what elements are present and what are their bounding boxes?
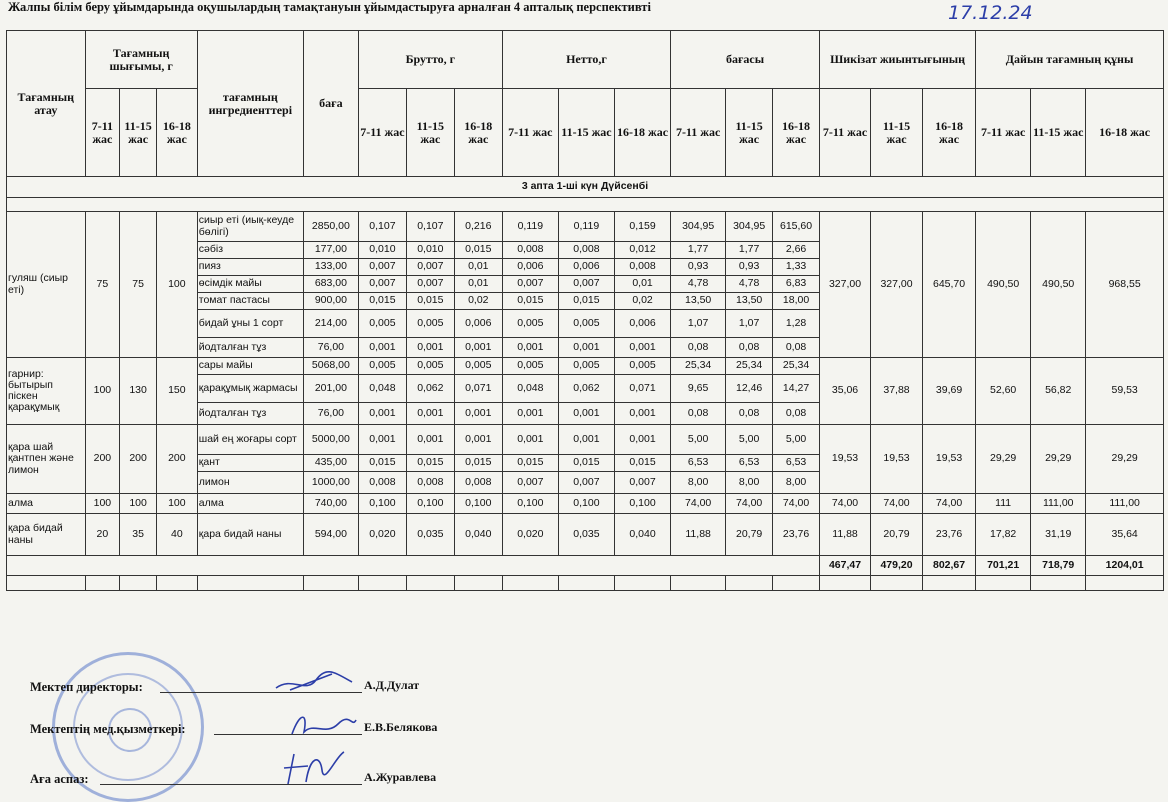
cost-cell: 5,00 (773, 425, 820, 455)
cost-cell: 74,00 (671, 494, 726, 514)
brutto-cell: 0,001 (454, 338, 502, 358)
empty-cell (358, 576, 406, 591)
cost-cell: 25,34 (671, 358, 726, 375)
header-ingredient: тағамның ингредиенттері (197, 31, 303, 177)
brutto-cell: 0,015 (406, 455, 454, 472)
signature-label: Аға аспаз: (30, 772, 89, 786)
header-age-col: 7-11 жас (85, 89, 120, 177)
ingredient-name: қарақұмық жармасы (197, 375, 303, 403)
portion-cell: 75 (120, 212, 157, 358)
signature-label: Мектептің мед.қызметкері: (30, 722, 186, 736)
portion-cell: 150 (156, 358, 197, 425)
cost-cell: 0,08 (671, 338, 726, 358)
netto-cell: 0,119 (502, 212, 558, 242)
cost-cell: 0,93 (671, 259, 726, 276)
ingredient-name: пияз (197, 259, 303, 276)
brutto-cell: 0,100 (358, 494, 406, 514)
netto-cell: 0,100 (614, 494, 670, 514)
page-title: Жалпы білім беру ұйымдарында оқушылардың тамақтануын ұйымдастыруға арналған 4 апталық перспективті (8, 0, 651, 14)
cost-cell: 0,93 (726, 259, 773, 276)
empty-cell (85, 576, 120, 591)
brutto-cell: 0,001 (406, 403, 454, 425)
cost-cell: 615,60 (773, 212, 820, 242)
ready-value-cell: 111,00 (1086, 494, 1164, 514)
header-age-col: 7-11 жас (358, 89, 406, 177)
ready-value-cell: 490,50 (976, 212, 1031, 358)
header-dish-name: Тағамның атау (7, 31, 86, 177)
header-age-col: 7-11 жас (671, 89, 726, 177)
brutto-cell: 0,015 (358, 455, 406, 472)
empty-cell (197, 576, 303, 591)
cost-cell: 0,08 (726, 403, 773, 425)
netto-cell: 0,159 (614, 212, 670, 242)
portion-cell: 35 (120, 514, 157, 556)
empty-cell (454, 576, 502, 591)
brutto-cell: 0,005 (406, 358, 454, 375)
ready-value-cell: 29,29 (976, 425, 1031, 494)
header-age-col: 16-18 жас (156, 89, 197, 177)
brutto-cell: 0,008 (406, 472, 454, 494)
age-header-row (7, 89, 1164, 177)
header-portion: Тағамның шығымы, г (85, 31, 197, 89)
dish-name: қара шай қантпен және лимон (7, 425, 86, 494)
table-header (7, 31, 1164, 177)
cost-cell: 8,00 (671, 472, 726, 494)
ready-value-cell: 490,50 (1031, 212, 1086, 358)
raw-total-cell: 23,76 (923, 514, 976, 556)
cost-cell: 11,88 (671, 514, 726, 556)
netto-cell: 0,015 (502, 293, 558, 310)
raw-total-cell: 74,00 (871, 494, 923, 514)
dish-name: алма (7, 494, 86, 514)
price-cell: 201,00 (303, 375, 358, 403)
handwritten-date: 17.12.24 (948, 2, 1033, 24)
cost-cell: 1,28 (773, 310, 820, 338)
netto-cell: 0,100 (558, 494, 614, 514)
header-age-col: 11-15 жас (1031, 89, 1086, 177)
cost-cell: 304,95 (671, 212, 726, 242)
empty-cell (120, 576, 157, 591)
cost-cell: 13,50 (726, 293, 773, 310)
totals-row (7, 556, 1164, 576)
header-age-col: 7-11 жас (820, 89, 871, 177)
table-row (7, 425, 1164, 455)
brutto-cell: 0,007 (406, 259, 454, 276)
ingredient-name: сиыр еті (иық-кеуде бөлігі) (197, 212, 303, 242)
header-raw-total: Шикізат жиынтығының (820, 31, 976, 89)
empty-cell (671, 576, 726, 591)
ready-value-cell: 35,64 (1086, 514, 1164, 556)
raw-total-cell: 37,88 (871, 358, 923, 425)
header-price: баға (303, 31, 358, 177)
spacer-row (7, 198, 1164, 212)
brutto-cell: 0,001 (454, 425, 502, 455)
brutto-cell: 0,005 (358, 310, 406, 338)
netto-cell: 0,01 (614, 276, 670, 293)
header-age-col: 11-15 жас (120, 89, 157, 177)
total-raw-cell: 479,20 (871, 556, 923, 576)
price-cell: 5068,00 (303, 358, 358, 375)
netto-cell: 0,100 (502, 494, 558, 514)
total-ready-cell: 718,79 (1031, 556, 1086, 576)
header-netto: Нетто,г (502, 31, 670, 89)
ready-value-cell: 29,29 (1086, 425, 1164, 494)
ready-value-cell: 17,82 (976, 514, 1031, 556)
signature-scrawl-chef (280, 748, 350, 788)
portion-cell: 100 (156, 494, 197, 514)
netto-cell: 0,071 (614, 375, 670, 403)
cost-cell: 0,08 (726, 338, 773, 358)
netto-cell: 0,008 (614, 259, 670, 276)
brutto-cell: 0,015 (406, 293, 454, 310)
netto-cell: 0,006 (502, 259, 558, 276)
empty-row (7, 576, 1164, 591)
netto-cell: 0,007 (614, 472, 670, 494)
brutto-cell: 0,007 (358, 276, 406, 293)
netto-cell: 0,005 (614, 358, 670, 375)
ready-value-cell: 56,82 (1031, 358, 1086, 425)
netto-cell: 0,040 (614, 514, 670, 556)
raw-total-cell: 645,70 (923, 212, 976, 358)
brutto-cell: 0,007 (358, 259, 406, 276)
cost-cell: 6,83 (773, 276, 820, 293)
cost-cell: 1,33 (773, 259, 820, 276)
brutto-cell: 0,015 (454, 455, 502, 472)
portion-cell: 130 (120, 358, 157, 425)
signature-scrawl-medic (286, 708, 360, 740)
brutto-cell: 0,010 (406, 242, 454, 259)
ready-value-cell: 59,53 (1086, 358, 1164, 425)
brutto-cell: 0,001 (406, 338, 454, 358)
cost-cell: 12,46 (726, 375, 773, 403)
empty-cell (1086, 576, 1164, 591)
price-cell: 214,00 (303, 310, 358, 338)
header-age-col: 11-15 жас (726, 89, 773, 177)
ingredient-name: қара бидай наны (197, 514, 303, 556)
cost-cell: 5,00 (726, 425, 773, 455)
raw-total-cell: 327,00 (871, 212, 923, 358)
cost-cell: 13,50 (671, 293, 726, 310)
netto-cell: 0,001 (614, 425, 670, 455)
header-age-col: 16-18 жас (1086, 89, 1164, 177)
raw-total-cell: 20,79 (871, 514, 923, 556)
cost-cell: 304,95 (726, 212, 773, 242)
brutto-cell: 0,001 (358, 403, 406, 425)
cost-cell: 0,08 (671, 403, 726, 425)
empty-cell (406, 576, 454, 591)
empty-cell (156, 576, 197, 591)
price-cell: 133,00 (303, 259, 358, 276)
cost-cell: 4,78 (671, 276, 726, 293)
menu-table (6, 30, 1164, 591)
ready-value-cell: 31,19 (1031, 514, 1086, 556)
netto-cell: 0,005 (502, 358, 558, 375)
total-raw-cell: 467,47 (820, 556, 871, 576)
empty-cell (558, 576, 614, 591)
brutto-cell: 0,010 (358, 242, 406, 259)
brutto-cell: 0,01 (454, 259, 502, 276)
header-brutto: Брутто, г (358, 31, 502, 89)
raw-total-cell: 11,88 (820, 514, 871, 556)
cost-cell: 1,07 (726, 310, 773, 338)
raw-total-cell: 74,00 (923, 494, 976, 514)
netto-cell: 0,006 (614, 310, 670, 338)
netto-cell: 0,001 (558, 425, 614, 455)
netto-cell: 0,007 (558, 472, 614, 494)
table-row (7, 212, 1164, 242)
cost-cell: 5,00 (671, 425, 726, 455)
brutto-cell: 0,107 (358, 212, 406, 242)
header-age-col: 7-11 жас (502, 89, 558, 177)
ready-value-cell: 111 (976, 494, 1031, 514)
ingredient-name: сәбіз (197, 242, 303, 259)
header-cost: бағасы (671, 31, 820, 89)
cost-cell: 6,53 (671, 455, 726, 472)
ready-value-cell: 111,00 (1031, 494, 1086, 514)
brutto-cell: 0,015 (358, 293, 406, 310)
header-age-col: 11-15 жас (406, 89, 454, 177)
price-cell: 76,00 (303, 338, 358, 358)
cost-cell: 6,53 (726, 455, 773, 472)
brutto-cell: 0,005 (454, 358, 502, 375)
netto-cell: 0,001 (558, 403, 614, 425)
empty-cell (773, 576, 820, 591)
table-row (7, 494, 1164, 514)
portion-cell: 100 (156, 212, 197, 358)
ingredient-name: алма (197, 494, 303, 514)
netto-cell: 0,015 (614, 455, 670, 472)
brutto-cell: 0,020 (358, 514, 406, 556)
netto-cell: 0,015 (502, 455, 558, 472)
netto-cell: 0,015 (558, 455, 614, 472)
table-body (7, 177, 1164, 591)
netto-cell: 0,001 (502, 338, 558, 358)
dish-name: қара бидай наны (7, 514, 86, 556)
netto-cell: 0,005 (558, 310, 614, 338)
netto-cell: 0,119 (558, 212, 614, 242)
netto-cell: 0,001 (614, 338, 670, 358)
price-cell: 76,00 (303, 403, 358, 425)
portion-cell: 20 (85, 514, 120, 556)
brutto-cell: 0,005 (358, 358, 406, 375)
cost-cell: 74,00 (726, 494, 773, 514)
ready-value-cell: 52,60 (976, 358, 1031, 425)
ingredient-name: бидай ұны 1 сорт (197, 310, 303, 338)
ingredient-name: йодталған тұз (197, 403, 303, 425)
portion-cell: 100 (120, 494, 157, 514)
price-cell: 683,00 (303, 276, 358, 293)
brutto-cell: 0,040 (454, 514, 502, 556)
empty-cell (502, 576, 558, 591)
brutto-cell: 0,005 (406, 310, 454, 338)
empty-cell (303, 576, 358, 591)
signature-name: А.Д.Дулат (364, 678, 420, 692)
empty-cell (614, 576, 670, 591)
raw-total-cell: 19,53 (871, 425, 923, 494)
price-cell: 900,00 (303, 293, 358, 310)
cost-cell: 8,00 (773, 472, 820, 494)
raw-total-cell: 74,00 (820, 494, 871, 514)
brutto-cell: 0,100 (454, 494, 502, 514)
netto-cell: 0,001 (502, 403, 558, 425)
portion-cell: 100 (85, 494, 120, 514)
brutto-cell: 0,100 (406, 494, 454, 514)
cost-cell: 2,66 (773, 242, 820, 259)
portion-cell: 200 (85, 425, 120, 494)
ingredient-name: қант (197, 455, 303, 472)
brutto-cell: 0,062 (406, 375, 454, 403)
empty-cell (820, 576, 871, 591)
ingredient-name: лимон (197, 472, 303, 494)
cost-cell: 1,77 (671, 242, 726, 259)
empty-cell (923, 576, 976, 591)
netto-cell: 0,001 (502, 425, 558, 455)
netto-cell: 0,008 (558, 242, 614, 259)
cost-cell: 0,08 (773, 403, 820, 425)
header-age-col: 16-18 жас (614, 89, 670, 177)
cost-cell: 23,76 (773, 514, 820, 556)
signature-scrawl-director (272, 668, 356, 698)
brutto-cell: 0,006 (454, 310, 502, 338)
brutto-cell: 0,001 (358, 338, 406, 358)
netto-cell: 0,008 (502, 242, 558, 259)
netto-cell: 0,015 (558, 293, 614, 310)
netto-cell: 0,020 (502, 514, 558, 556)
portion-cell: 100 (85, 358, 120, 425)
ingredient-name: томат пастасы (197, 293, 303, 310)
cost-cell: 14,27 (773, 375, 820, 403)
raw-total-cell: 19,53 (820, 425, 871, 494)
brutto-cell: 0,01 (454, 276, 502, 293)
totals-blank (7, 556, 820, 576)
netto-cell: 0,005 (502, 310, 558, 338)
empty-cell (7, 576, 86, 591)
brutto-cell: 0,015 (454, 242, 502, 259)
brutto-cell: 0,001 (406, 425, 454, 455)
raw-total-cell: 39,69 (923, 358, 976, 425)
signature-name: А.Журавлева (364, 770, 437, 784)
ingredient-name: сары майы (197, 358, 303, 375)
netto-cell: 0,007 (502, 472, 558, 494)
table-row (7, 514, 1164, 556)
header-age-col: 16-18 жас (454, 89, 502, 177)
portion-cell: 200 (156, 425, 197, 494)
brutto-cell: 0,007 (406, 276, 454, 293)
cost-cell: 74,00 (773, 494, 820, 514)
ready-value-cell: 29,29 (1031, 425, 1086, 494)
netto-cell: 0,02 (614, 293, 670, 310)
netto-cell: 0,007 (502, 276, 558, 293)
cost-cell: 1,07 (671, 310, 726, 338)
cost-cell: 25,34 (726, 358, 773, 375)
brutto-cell: 0,035 (406, 514, 454, 556)
cost-cell: 20,79 (726, 514, 773, 556)
total-ready-cell: 1204,01 (1086, 556, 1164, 576)
signature-name: Е.В.Белякова (364, 720, 438, 734)
ingredient-name: өсімдік майы (197, 276, 303, 293)
brutto-cell: 0,001 (358, 425, 406, 455)
price-cell: 740,00 (303, 494, 358, 514)
portion-cell: 200 (120, 425, 157, 494)
header-age-col: 11-15 жас (871, 89, 923, 177)
total-raw-cell: 802,67 (923, 556, 976, 576)
empty-cell (726, 576, 773, 591)
total-ready-cell: 701,21 (976, 556, 1031, 576)
price-cell: 1000,00 (303, 472, 358, 494)
netto-cell: 0,005 (558, 358, 614, 375)
brutto-cell: 0,216 (454, 212, 502, 242)
cost-cell: 9,65 (671, 375, 726, 403)
header-age-col: 11-15 жас (558, 89, 614, 177)
ingredient-name: шай ең жоғары сорт (197, 425, 303, 455)
ingredient-name: йодталған тұз (197, 338, 303, 358)
dish-name: гарнир: бытырып піскен қарақұмық (7, 358, 86, 425)
netto-cell: 0,001 (614, 403, 670, 425)
netto-cell: 0,007 (558, 276, 614, 293)
price-cell: 594,00 (303, 514, 358, 556)
brutto-cell: 0,008 (454, 472, 502, 494)
netto-cell: 0,062 (558, 375, 614, 403)
portion-cell: 40 (156, 514, 197, 556)
netto-cell: 0,035 (558, 514, 614, 556)
brutto-cell: 0,107 (406, 212, 454, 242)
signature-label: Мектеп директоры: (30, 680, 143, 694)
header-age-col: 16-18 жас (923, 89, 976, 177)
netto-cell: 0,006 (558, 259, 614, 276)
cost-cell: 18,00 (773, 293, 820, 310)
cost-cell: 6,53 (773, 455, 820, 472)
header-age-col: 7-11 жас (976, 89, 1031, 177)
dish-name: гуляш (сиыр еті) (7, 212, 86, 358)
brutto-cell: 0,02 (454, 293, 502, 310)
netto-cell: 0,012 (614, 242, 670, 259)
day-label: 3 апта 1-ші күн Дүйсенбі (7, 177, 1164, 198)
header-age-col: 16-18 жас (773, 89, 820, 177)
raw-total-cell: 35,06 (820, 358, 871, 425)
raw-total-cell: 327,00 (820, 212, 871, 358)
table-row (7, 358, 1164, 375)
cost-cell: 8,00 (726, 472, 773, 494)
empty-cell (976, 576, 1031, 591)
netto-cell: 0,001 (558, 338, 614, 358)
netto-cell: 0,048 (502, 375, 558, 403)
cost-cell: 0,08 (773, 338, 820, 358)
brutto-cell: 0,008 (358, 472, 406, 494)
portion-cell: 75 (85, 212, 120, 358)
raw-total-cell: 19,53 (923, 425, 976, 494)
price-cell: 5000,00 (303, 425, 358, 455)
empty-cell (871, 576, 923, 591)
header-ready-value: Дайын тағамның құны (976, 31, 1164, 89)
price-cell: 2850,00 (303, 212, 358, 242)
brutto-cell: 0,001 (454, 403, 502, 425)
cost-cell: 25,34 (773, 358, 820, 375)
price-cell: 435,00 (303, 455, 358, 472)
brutto-cell: 0,071 (454, 375, 502, 403)
price-cell: 177,00 (303, 242, 358, 259)
ready-value-cell: 968,55 (1086, 212, 1164, 358)
brutto-cell: 0,048 (358, 375, 406, 403)
cost-cell: 1,77 (726, 242, 773, 259)
empty-cell (1031, 576, 1086, 591)
cost-cell: 4,78 (726, 276, 773, 293)
